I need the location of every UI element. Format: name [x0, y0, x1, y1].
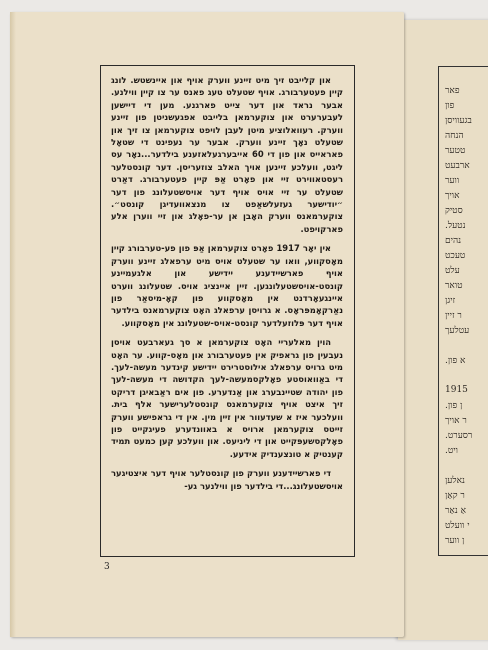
next-page-fragment: פאר [445, 86, 460, 96]
paragraph-4: די פארשיידענע ווערק פון קונסטלער אויף דער איצטיגער אויסשטעלונג...די בילדער פון ווילנער גע- [111, 468, 343, 491]
next-page-fragment: נאלען [445, 476, 465, 486]
next-page-text-frame [438, 66, 488, 556]
next-page-fragment: 1915 [445, 385, 468, 395]
next-page-fragment: טטער [445, 146, 466, 156]
next-page-fragment: י וועלט [445, 521, 470, 531]
next-page-fragment: סטיק [445, 206, 463, 216]
page-edge-shadow [10, 12, 16, 637]
next-page-fragment: א פון. [445, 356, 466, 366]
next-page-fragment: פון [445, 101, 455, 111]
next-page-fragment: ר אויך [445, 416, 467, 426]
page-number: 3 [104, 562, 110, 572]
next-page-fragment: ויט. [445, 446, 458, 456]
next-page-fragment: ן ווער [445, 536, 465, 546]
next-page-fragment: זיגן [445, 296, 456, 306]
next-page-fragment: עלט [445, 266, 460, 276]
next-page-fragment: ארבעט [445, 161, 470, 171]
next-page-fragment: רסערט. [445, 431, 473, 441]
next-page-fragment: נטעל. [445, 221, 466, 231]
next-page-fragment: ר זיין [445, 311, 462, 321]
next-page-fragment: עטלעך [445, 326, 470, 336]
next-page-fragment: הנחה [445, 131, 464, 141]
paragraph-3: הוין מאלעריי האָט צוקערמאן א סך געארבעט אויסן נעבעין פון גראפיק אין פעטערבורג און מאָס-קווע. ער האָט מיט גרויס ערפאלג אילוסטרירט יידישע קינדער מעשה-לעך. די באַוואוסטע פאָלקסמעשה-לעך הקדושה די מעשה-לעך פון יהודה שטיינבערג און אַנדערע. פון אים ראַבאיגן דריקט זיך איצט אויף צוקערמאנס קונסטלערישער אלף בית. וועלכער איז א שעדעוור אין זיין מין. אין די גראפישע ווערק זייטס צוקערמאן ארויס א באוונדערע פעיגקייט פון פאָלקסשעפּקייט און די ליניעס. און וועלכע קען כמעט תמיד קענטיק א טונצענדיק אידעע. [111, 337, 343, 459]
next-page-fragment: ן פון. [445, 401, 463, 411]
next-page-fragment: אַ נאַר [445, 506, 467, 516]
paragraph-2: אין יאָר 1917 פאָרט צוקערמאן אַפּ פון פע-טערבורג קיין מאָסקווע, וואו ער שטעלט אויס מיט ערפאלג זיינע ווערק אויף פארשיידענע יידישע און אלגעמיינע קונסט-אויסשטעלונגען. זיין איינציג אויס. שטעלונג ווערט איינגעאָרדנט אין מאָסקווע פון קאָ-מיסאַר פון נאַרקאָמפּראָס. א גרויסן ערפאלג האָט צוקערמאנס בילדער אויף דער פּלוזעלדער קונסט-אויס-שטעלונג אין מאָסקווע. [111, 243, 343, 328]
next-page-fragment: נהים [445, 236, 462, 246]
paragraph-1: און קלייבט זיך מיט זיינע ווערק אויף און איינשטש. לונג קיין פעטערבורג. אויף שטעלט טעג פאנס ער צו קיין ווילנע. אבער נראד און דער צייט פארגנע. מען די דיישען לעבערערט און צוקערמאן בלייבט אפגעשניטן פון זיינע ווערק. רעוואלוציע מיטן לעבן לויפט צוקערמאן צו זיך און שטעלט נאָך זיינע ווערק. אבער ער נעפינט די שטאָל פאראייס און פון די 60 אייבערגעלאזענע בילדער...נאָר עס ליגט, וועלכע זיינען אויך האלב צוזעריסן. דער קונסטלער רעסטאווירט זיי און פאָרט אַפּ קיין פעטערבורג. דאַרט שטעלט ער זיי אויס אויף דער אויסשטעלונג פון דער ״יודישער געזעלשאַפט צו מנצאוועדיגן קונסט״. צוקערמאנס ווערק האָבן אן ער-פאָלג און זיי ווערן אלע פארקויפט. [111, 75, 343, 234]
text-frame [100, 65, 355, 557]
next-page-fragment: ר קאַן [445, 491, 465, 501]
body-text [111, 74, 343, 544]
next-page-fragment: בגעוויסן [445, 116, 472, 126]
next-page-fragment: ווער [445, 176, 460, 186]
next-page-fragment: טואר [445, 281, 463, 291]
next-page-fragment: טעכט [445, 251, 466, 261]
next-page-fragment: אויך [445, 191, 460, 201]
